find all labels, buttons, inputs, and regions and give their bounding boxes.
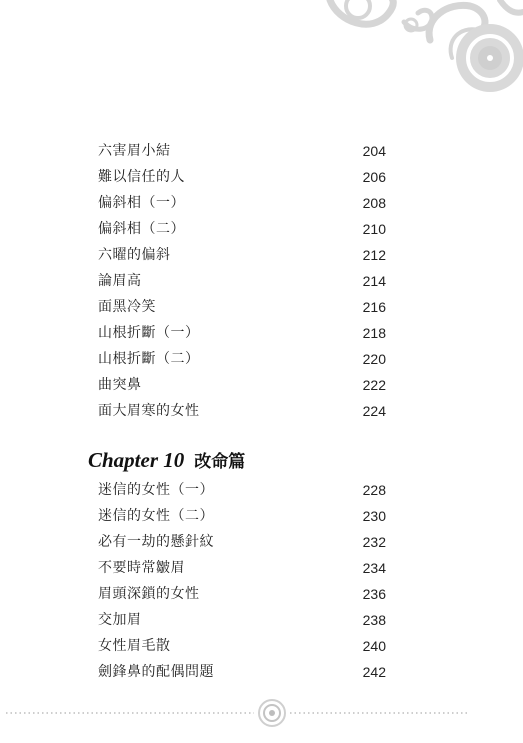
entry-page: 208 [362, 195, 386, 211]
entry-title: 劍鋒鼻的配偶問題 [98, 664, 214, 680]
entry-title: 六曜的偏斜 [98, 247, 171, 263]
entry-page: 220 [362, 351, 386, 367]
entry-title: 迷信的女性（二） [98, 508, 214, 524]
toc-entry[interactable] [98, 296, 386, 318]
footer-ornament [0, 696, 523, 730]
toc-entry[interactable] [98, 374, 386, 396]
toc-entry[interactable] [98, 505, 386, 527]
toc-entry[interactable] [98, 557, 386, 579]
entry-page: 224 [362, 403, 386, 419]
toc-entry[interactable] [98, 322, 386, 344]
toc-entry[interactable] [98, 140, 386, 162]
chapter-label: Chapter 10 [88, 448, 185, 472]
entry-title: 論眉高 [98, 273, 142, 289]
entry-title: 偏斜相（一） [98, 195, 185, 211]
swirl-ornament [0, 0, 523, 110]
entry-title: 不要時常皺眉 [98, 560, 185, 576]
entry-page: 236 [362, 586, 386, 602]
entry-page: 230 [362, 508, 386, 524]
entry-title: 必有一劫的懸針紋 [98, 534, 214, 550]
entry-page: 238 [362, 612, 386, 628]
entry-title: 面大眉寒的女性 [98, 403, 200, 419]
toc-entry[interactable] [98, 583, 386, 605]
toc-entry[interactable] [98, 218, 386, 240]
entry-page: 210 [362, 221, 386, 237]
entry-page: 206 [362, 169, 386, 185]
toc-entry[interactable] [98, 531, 386, 553]
toc-entry[interactable] [98, 270, 386, 292]
entry-page: 242 [362, 664, 386, 680]
chapter-name: 改命篇 [194, 452, 246, 472]
entry-page: 218 [362, 325, 386, 341]
chapter-heading[interactable] [88, 446, 245, 474]
toc-entry[interactable] [98, 400, 386, 422]
toc-entry[interactable] [98, 661, 386, 683]
entry-title: 女性眉毛散 [98, 638, 171, 654]
entry-page: 232 [362, 534, 386, 550]
entry-title: 面黑冷笑 [98, 299, 156, 315]
entry-title: 曲突鼻 [98, 377, 142, 393]
entry-title: 山根折斷（二） [98, 351, 200, 367]
toc-entry[interactable] [98, 166, 386, 188]
toc-entry[interactable] [98, 479, 386, 501]
entry-page: 216 [362, 299, 386, 315]
entry-page: 204 [362, 143, 386, 159]
entry-title: 難以信任的人 [98, 169, 185, 185]
toc-entry[interactable] [98, 244, 386, 266]
entry-title: 六害眉小結 [98, 143, 171, 159]
toc-entry[interactable] [98, 192, 386, 214]
entry-title: 偏斜相（二） [98, 221, 185, 237]
entry-title: 交加眉 [98, 612, 142, 628]
entry-page: 240 [362, 638, 386, 654]
toc-entry[interactable] [98, 609, 386, 631]
entry-page: 214 [362, 273, 386, 289]
entry-page: 228 [362, 482, 386, 498]
toc-entry[interactable] [98, 635, 386, 657]
entry-page: 234 [362, 560, 386, 576]
toc-entry[interactable] [98, 348, 386, 370]
entry-title: 迷信的女性（一） [98, 482, 214, 498]
entry-page: 212 [362, 247, 386, 263]
entry-title: 眉頭深鎖的女性 [98, 586, 200, 602]
entry-page: 222 [362, 377, 386, 393]
entry-title: 山根折斷（一） [98, 325, 200, 341]
